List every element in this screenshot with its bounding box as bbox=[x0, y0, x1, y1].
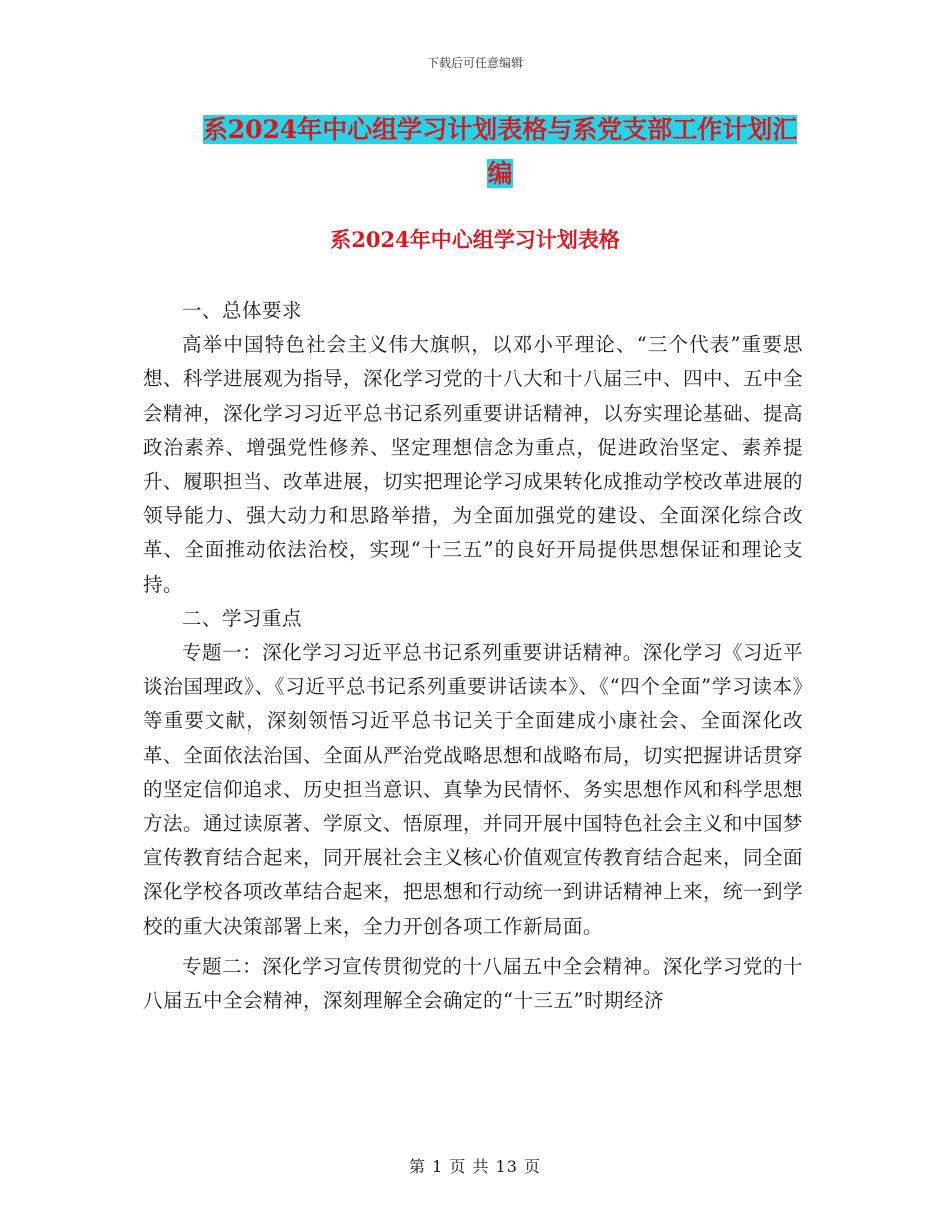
heading-study-focus: 二、学习重点 bbox=[182, 606, 303, 630]
section-title: 系2024年中心组学习计划表格 bbox=[330, 227, 620, 252]
paragraph-overall-requirements: 高举中国特色社会主义伟大旗帜，以邓小平理论、“三个代表”重要思想、科学进展观为指导，深化学习党的十八大和十八届三中、四中、五中全会精神，深化学习习近平总书记系列重要讲话精神，以夯实理论基础、提高政治素养、增强党性修养、坚定理想信念为重点，促进政治坚定、素养提升、履职担当、改革进展，切实把理论学习成果转化成推动学校改革进展的领导能力、强大动力和思路举措，为全面加强党的建设、全面深化综合改革、全面推动依法治校，实现“十三五”的良好开局提供思想保证和理论支持。 bbox=[143, 333, 804, 596]
page-number: 第 1 页 共 13 页 bbox=[409, 1157, 541, 1176]
paragraph-topic-one: 专题一：深化学习习近平总书记系列重要讲话精神。深化学习《习近平谈治国理政》、《习近平总书记系列重要讲话读本》、《“四个全面”学习读本》等重要文献，深刻领悟习近平总书记关于全面建成小康社会、全面深化改革、全面依法治国、全面从严治党战略思想和战略布局，切实把握讲话贯穿的坚定信仰追求、历史担当意识、真挚为民情怀、务实思想作风和科学思想方法。通过读原著、学原文、悟原理，并同开展中国特色社会主义和中国梦宣传教育结合起来，同开展社会主义核心价值观宣传教育结合起来，同全面深化学校各项改革结合起来，把思想和行动统一到讲话精神上来，统一到学校的重大决策部署上来，全力开创各项工作新局面。 bbox=[143, 641, 804, 938]
document-title-line2: 编 bbox=[487, 159, 513, 188]
paragraph-topic-two: 专题二：深化学习宣传贯彻党的十八届五中全会精神。深化学习党的十八届五中全会精神，深刻理解全会确定的“十三五”时期经济 bbox=[143, 954, 803, 1013]
document-body bbox=[143, 294, 803, 1018]
document-title bbox=[190, 108, 810, 196]
document-title-line1: 系2024年中心组学习计划表格与系党支部工作计划汇 bbox=[202, 115, 798, 144]
header-note: 下载后可任意编辑 bbox=[426, 56, 523, 70]
heading-overall-requirements: 一、总体要求 bbox=[182, 299, 303, 322]
